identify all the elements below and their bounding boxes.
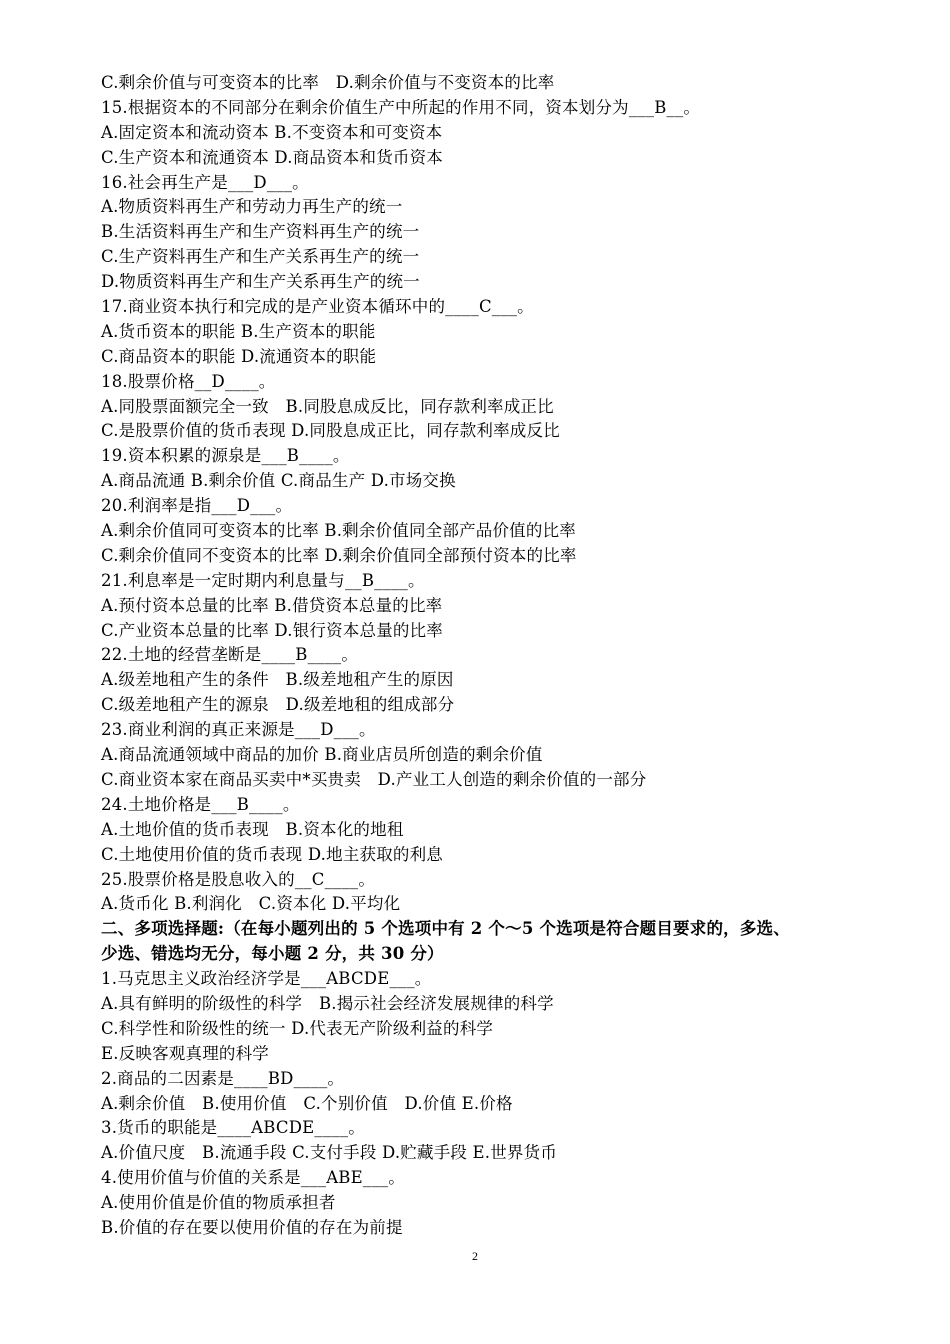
- text-line: A.价值尺度 B.流通手段 C.支付手段 D.贮藏手段 E.世界货币: [101, 1143, 558, 1163]
- text-line: 17.商业资本执行和完成的是产业资本循环中的____C___。: [101, 297, 534, 317]
- text-line: B.价值的存在要以使用价值的存在为前提: [101, 1217, 403, 1237]
- text-line: A.预付资本总量的比率 B.借贷资本总量的比率: [101, 595, 443, 615]
- text-line: 20.利润率是指___D___。: [101, 496, 293, 516]
- text-line: 21.利息率是一定时期内利息量与__B____。: [101, 570, 425, 590]
- text-line: 23.商业利润的真正来源是___D___。: [101, 720, 376, 740]
- text-line: A.货币资本的职能 B.生产资本的职能: [101, 321, 376, 341]
- text-line: 15.根据资本的不同部分在剩余价值生产中所起的作用不同，资本划分为___B__。: [101, 97, 701, 117]
- text-line: A.级差地租产生的条件 B.级差地租产生的原因: [101, 670, 454, 690]
- text-line: 22.土地的经营垄断是____B____。: [101, 645, 359, 665]
- text-line: C.剩余价值同不变资本的比率 D.剩余价值同全部预付资本的比率: [101, 545, 577, 565]
- text-line: C.生产资料再生产和生产关系再生产的统一: [101, 247, 420, 267]
- text-line: 19.资本积累的源泉是___B____。: [101, 446, 350, 466]
- text-line: C.产业资本总量的比率 D.银行资本总量的比率: [101, 620, 444, 640]
- text-line: A.具有鲜明的阶级性的科学 B.揭示社会经济发展规律的科学: [101, 993, 554, 1013]
- text-line: A.土地价值的货币表现 B.资本化的地租: [101, 819, 404, 839]
- text-line: B.生活资料再生产和生产资料再生产的统一: [101, 222, 420, 242]
- text-line: A.商品流通领域中商品的加价 B.商业店员所创造的剩余价值: [101, 745, 543, 765]
- text-line: 2.商品的二因素是____BD____。: [101, 1068, 345, 1088]
- text-line: 18.股票价格__D____。: [101, 371, 276, 391]
- text-line: A.剩余价值同可变资本的比率 B.剩余价值同全部产品价值的比率: [101, 521, 576, 541]
- text-line: C.生产资本和流通资本 D.商品资本和货币资本: [101, 147, 444, 167]
- text-line: C.是股票价值的货币表现 D.同股息成正比，同存款利率成反比: [101, 421, 560, 441]
- text-line: E.反映客观真理的科学: [101, 1043, 269, 1063]
- text-line: 3.货币的职能是____ABCDE____。: [101, 1118, 365, 1138]
- text-line: 二、多项选择题:（在每小题列出的 5 个选项中有 2 个～5 个选项是符合题目要求的，多选、: [101, 919, 790, 939]
- text-line: 4.使用价值与价值的关系是___ABE___。: [101, 1168, 405, 1188]
- text-line: A.商品流通 B.剩余价值 C.商品生产 D.市场交换: [101, 471, 456, 491]
- text-line: A.固定资本和流动资本 B.不变资本和可变资本: [101, 122, 443, 142]
- text-line: A.剩余价值 B.使用价值 C.个别价值 D.价值 E.价格: [101, 1093, 513, 1113]
- text-line: D.物质资料再生产和生产关系再生产的统一: [101, 272, 420, 292]
- text-line: 25.股票价格是股息收入的__C____。: [101, 869, 376, 889]
- document-body: [101, 71, 881, 1241]
- text-line: A.同股票面额完全一致 B.同股息成反比，同存款利率成正比: [101, 396, 554, 416]
- text-line: 1.马克思主义政治经济学是___ABCDE___。: [101, 969, 432, 989]
- text-line: A.货币化 B.利润化 C.资本化 D.平均化: [101, 894, 401, 914]
- text-line: 少选、错选均无分，每小题 2 分，共 30 分）: [101, 944, 444, 964]
- text-line: C.商品资本的职能 D.流通资本的职能: [101, 346, 377, 366]
- page-number: 2: [472, 1249, 478, 1263]
- text-line: C.商业资本家在商品买卖中*买贵卖 D.产业工人创造的剩余价值的一部分: [101, 769, 647, 789]
- text-line: C.科学性和阶级性的统一 D.代表无产阶级利益的科学: [101, 1018, 494, 1038]
- text-line: A.物质资料再生产和劳动力再生产的统一: [101, 197, 403, 217]
- text-line: C.级差地租产生的源泉 D.级差地租的组成部分: [101, 695, 455, 715]
- text-line: 16.社会再生产是___D___。: [101, 172, 309, 192]
- text-line: C.土地使用价值的货币表现 D.地主获取的利息: [101, 844, 444, 864]
- footer-watermark: [290, 1330, 670, 1344]
- text-line: A.使用价值是价值的物质承担者: [101, 1193, 336, 1213]
- text-line: C.剩余价值与可变资本的比率 D.剩余价值与不变资本的比率: [101, 73, 555, 92]
- text-line: 24.土地价格是___B____。: [101, 794, 300, 814]
